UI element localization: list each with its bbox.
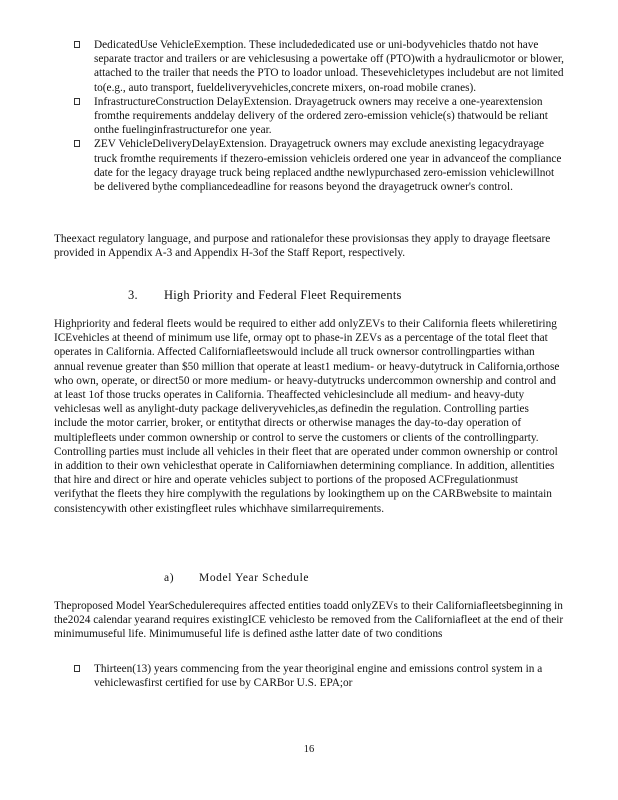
list-item [74,95,564,138]
subsection-heading [164,571,464,585]
regulatory-language-paragraph: Theexact regulatory language, and purpose and rationalefor these provisionsas they apply to drayage fleetsare provided in Appendix A-3 and Appendix H-3of the Staff Report, respectively. [54,233,551,260]
section-heading [128,288,528,302]
list-item [74,38,564,95]
list-item-text: DedicatedUse VehicleExemption. These includededicated use or uni-bodyvehicles thatdo not have separate tractor and trailers or are vehiclesusing a powertake off (PTO)with a hydraulicmotor or blower, attached to the trailer that needs the PTO to loador unload. Thesevehicletypes includebut are not limited to(e.g., auto transport, fueldeliveryvehicles,concrete mixers, on-road mobile cranes). [94,39,564,94]
section-title: High Priority and Federal Fleet Requirements [164,288,402,302]
list-item-text: Thirteen(13) years commencing from the year theoriginal engine and emissions control system in a vehiclewasfirst certified for use by CARBor U.S. EPA;or [94,663,543,690]
subsection-letter: a) [164,572,175,584]
list-item [74,662,564,690]
section-number: 3. [128,288,138,302]
high-priority-paragraph: Highpriority and federal fleets would be required to either add onlyZEVs to their California fleets whileretiring ICEvehicles at theend of minimum use life, ormay opt to phase-in ZEVs as a percentage of the total fleet that operates in California. Affected Californiafleetswould include all truck ownersor controllingparties withan annual revenue greater than $50 million that operate at least1 medium- or heavy-dutytruck in California,orthose who own, operate, or direct50 or more medium- or heavy-dutytrucks undercommon ownership and control and at least 1of those trucks operates in California. Theaffected vehiclesinclude all medium- and heavy-duty vehiclesas well as anylight-duty package deliveryvehicles,as definedin the regulation. Controlling parties include the motor carrier, broker, or entitythat directs or otherwise manages the day-to-day operation of multiplefleets under common ownership or control to serve the customers or clients of the controllingparty. Controlling parties must include all vehicles in their fleet that are operated under common ownership or control in addition to their own vehiclesthat operate in Californiawhen determining compliance. In addition, allentities that hire and direct or hire and operate vehicles subject to portions of the proposed ACFregulationmust verifythat the fleets they hire complywith the regulations by lookingthem up on the CARBwebsite to maintain consistencywith other existingfleet rules whichhave similarrequirements. [54,318,560,515]
list-item [74,137,564,194]
square-bullet-icon [74,665,80,672]
list-item-text: ZEV VehicleDeliveryDelayExtension. Drayagetruck owners may exclude anexisting legacydrayage truck fromthe requirements if thezero-emission vehicleis ordered one year in advanceof the compliance date for the legacy drayage truck being replaced andthe newlypurchased zero-emission vehiclewillnot be delivered bythe compliancedeadline for reasons beyond the drayagetruck owner's control. [94,138,562,194]
square-bullet-icon [74,140,80,147]
list-item-text: InfrastructureConstruction DelayExtension. Drayagetruck owners may receive a one-yearextension fromthe requirements anddelay delivery of the ordered zero-emission vehicle(s) thatwould be reliant onthe fuelinginfrastructurefor one year. [94,95,548,137]
page-number: 16 [303,744,315,755]
model-year-paragraph: Theproposed Model YearSchedulerequires affected entities toadd onlyZEVs to their Californiafleetsbeginning in the2024 calendar yearand requires existingICE vehiclesto be removed from the Californiafleet at the end of their minimumuseful life. Minimumuseful life is defined asthe latter date of two conditions [54,600,564,641]
exemption-bullet-list [74,38,564,194]
square-bullet-icon [74,41,80,48]
conditions-bullet-list [74,662,564,690]
square-bullet-icon [74,98,80,105]
subsection-title: Model Year Schedule [199,572,310,584]
